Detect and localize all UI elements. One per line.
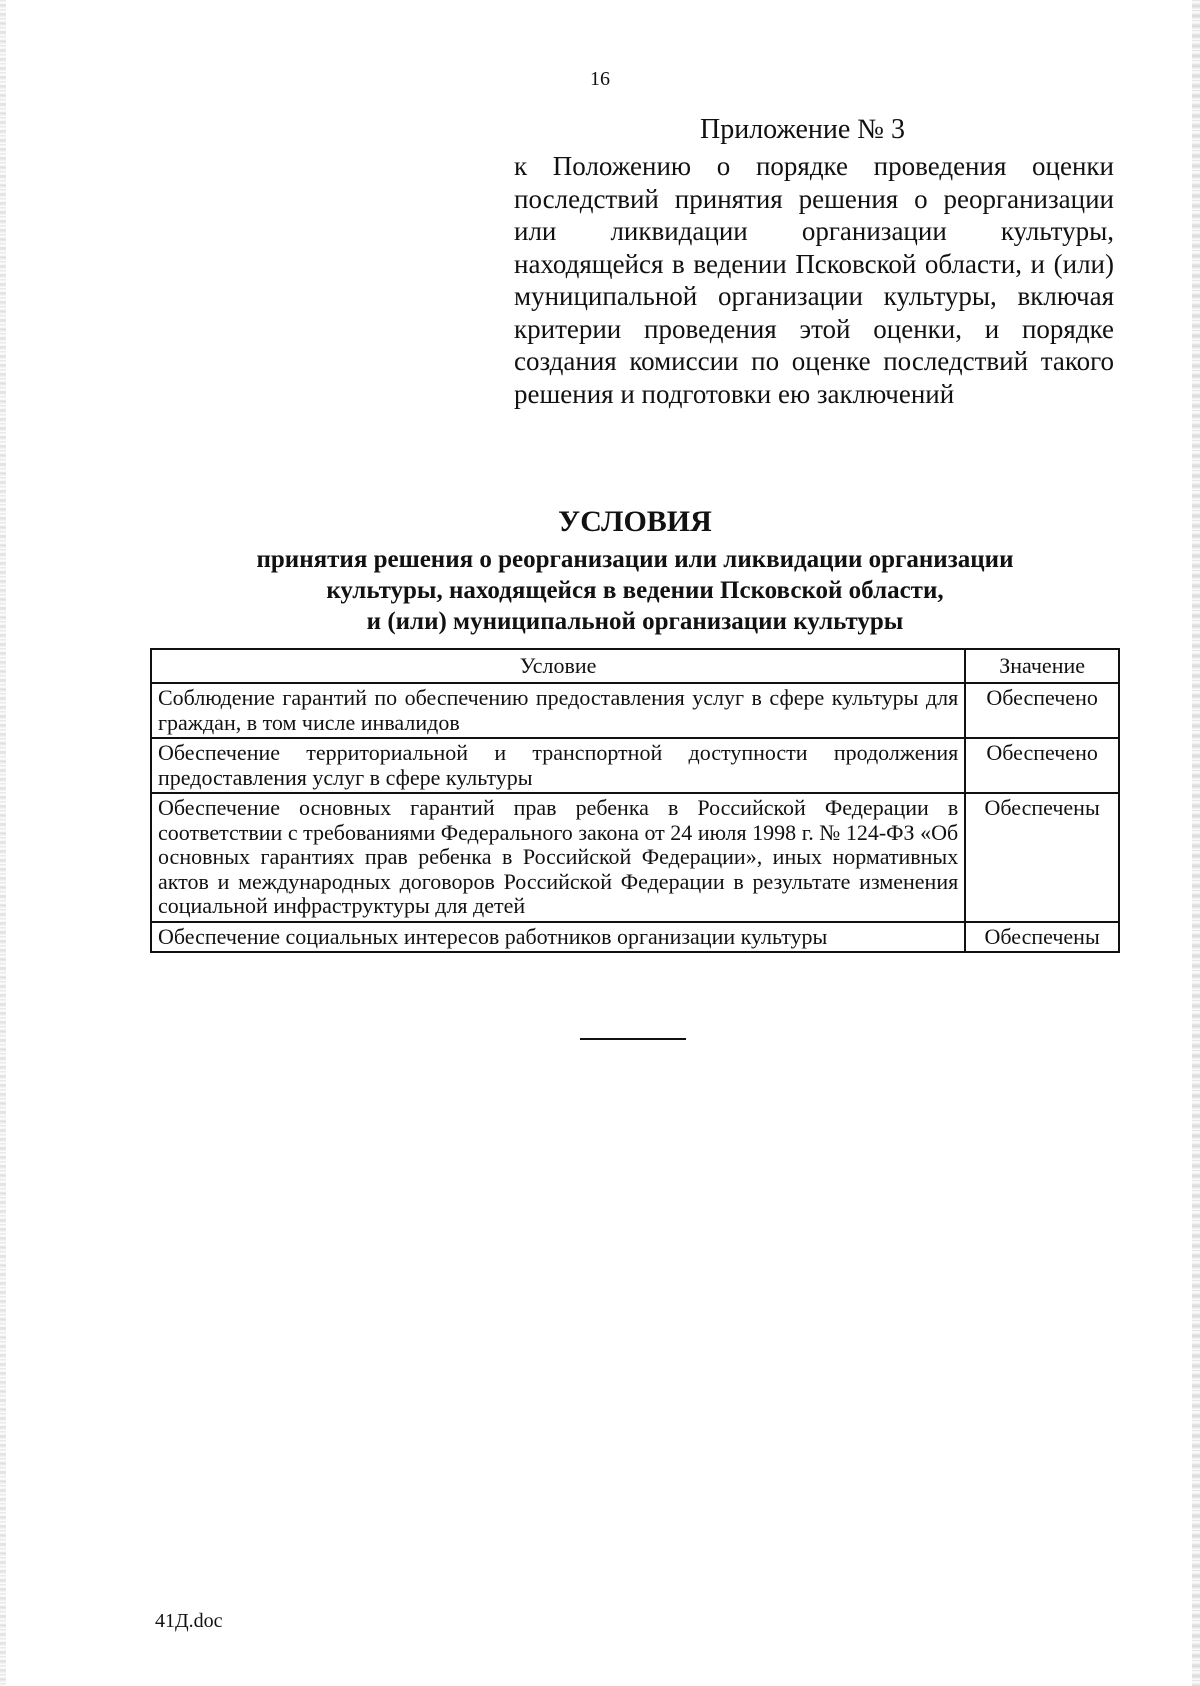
document-subtitle-line-2: культуры, находящейся в ведении Псковской области,: [326, 577, 944, 604]
column-header-condition: Условие: [151, 649, 965, 683]
appendix-title: Приложение № 3: [700, 114, 905, 145]
footer-file-name: 41Д.doc: [155, 1610, 223, 1632]
table-row: [151, 922, 1119, 953]
condition-cell: Обеспечение основных гарантий прав ребенка в Российской Федерации в соответствии с требованиями Федерального закона от 24 июля 1998 г. № 124-ФЗ «Об основных гарантиях прав ребенка в Российской Федерации», иных нормативных актов и международных договоров Российской Федерации в результате изменения социальной инфраструктуры для детей: [151, 793, 965, 922]
table-row: [151, 738, 1119, 793]
table-row: [151, 683, 1119, 738]
document-subtitle-line-3: и (или) муниципальной организации культуры: [366, 608, 904, 635]
page-number: 16: [590, 68, 610, 90]
appendix-reference-text: к Положению о порядке проведения оценки последствий принятия решения о реорганизации или ликвидации организации культуры, находящейся в ведении Псковской области, и (или) муниципальной организации культуры, включая критерии проведения этой оценки, и порядке создания комиссии по оценке последствий такого решения и подготовки ею заключений: [514, 151, 1114, 409]
value-cell: Обеспечены: [965, 793, 1119, 922]
document-subtitle-line-1: принятия решения о реорганизации или ликвидации организации: [256, 546, 1014, 573]
value-cell: Обеспечены: [965, 922, 1119, 953]
column-header-value: Значение: [965, 649, 1119, 683]
condition-cell: Обеспечение социальных интересов работников организации культуры: [151, 922, 965, 953]
scan-edge-right: [1192, 0, 1200, 1686]
conditions-table: [150, 648, 1120, 953]
condition-cell: Соблюдение гарантий по обеспечению предоставления услуг в сфере культуры для граждан, в том числе инвалидов: [151, 683, 965, 738]
condition-cell: Обеспечение территориальной и транспортной доступности продолжения предоставления услуг в сфере культуры: [151, 738, 965, 793]
value-cell: Обеспечено: [965, 738, 1119, 793]
table-row: [151, 793, 1119, 922]
document-title: УСЛОВИЯ: [558, 505, 712, 538]
scan-edge-left: [0, 0, 6, 1686]
table-header-row: [151, 649, 1119, 683]
value-cell: Обеспечено: [965, 683, 1119, 738]
end-of-document-line: [580, 1038, 686, 1040]
